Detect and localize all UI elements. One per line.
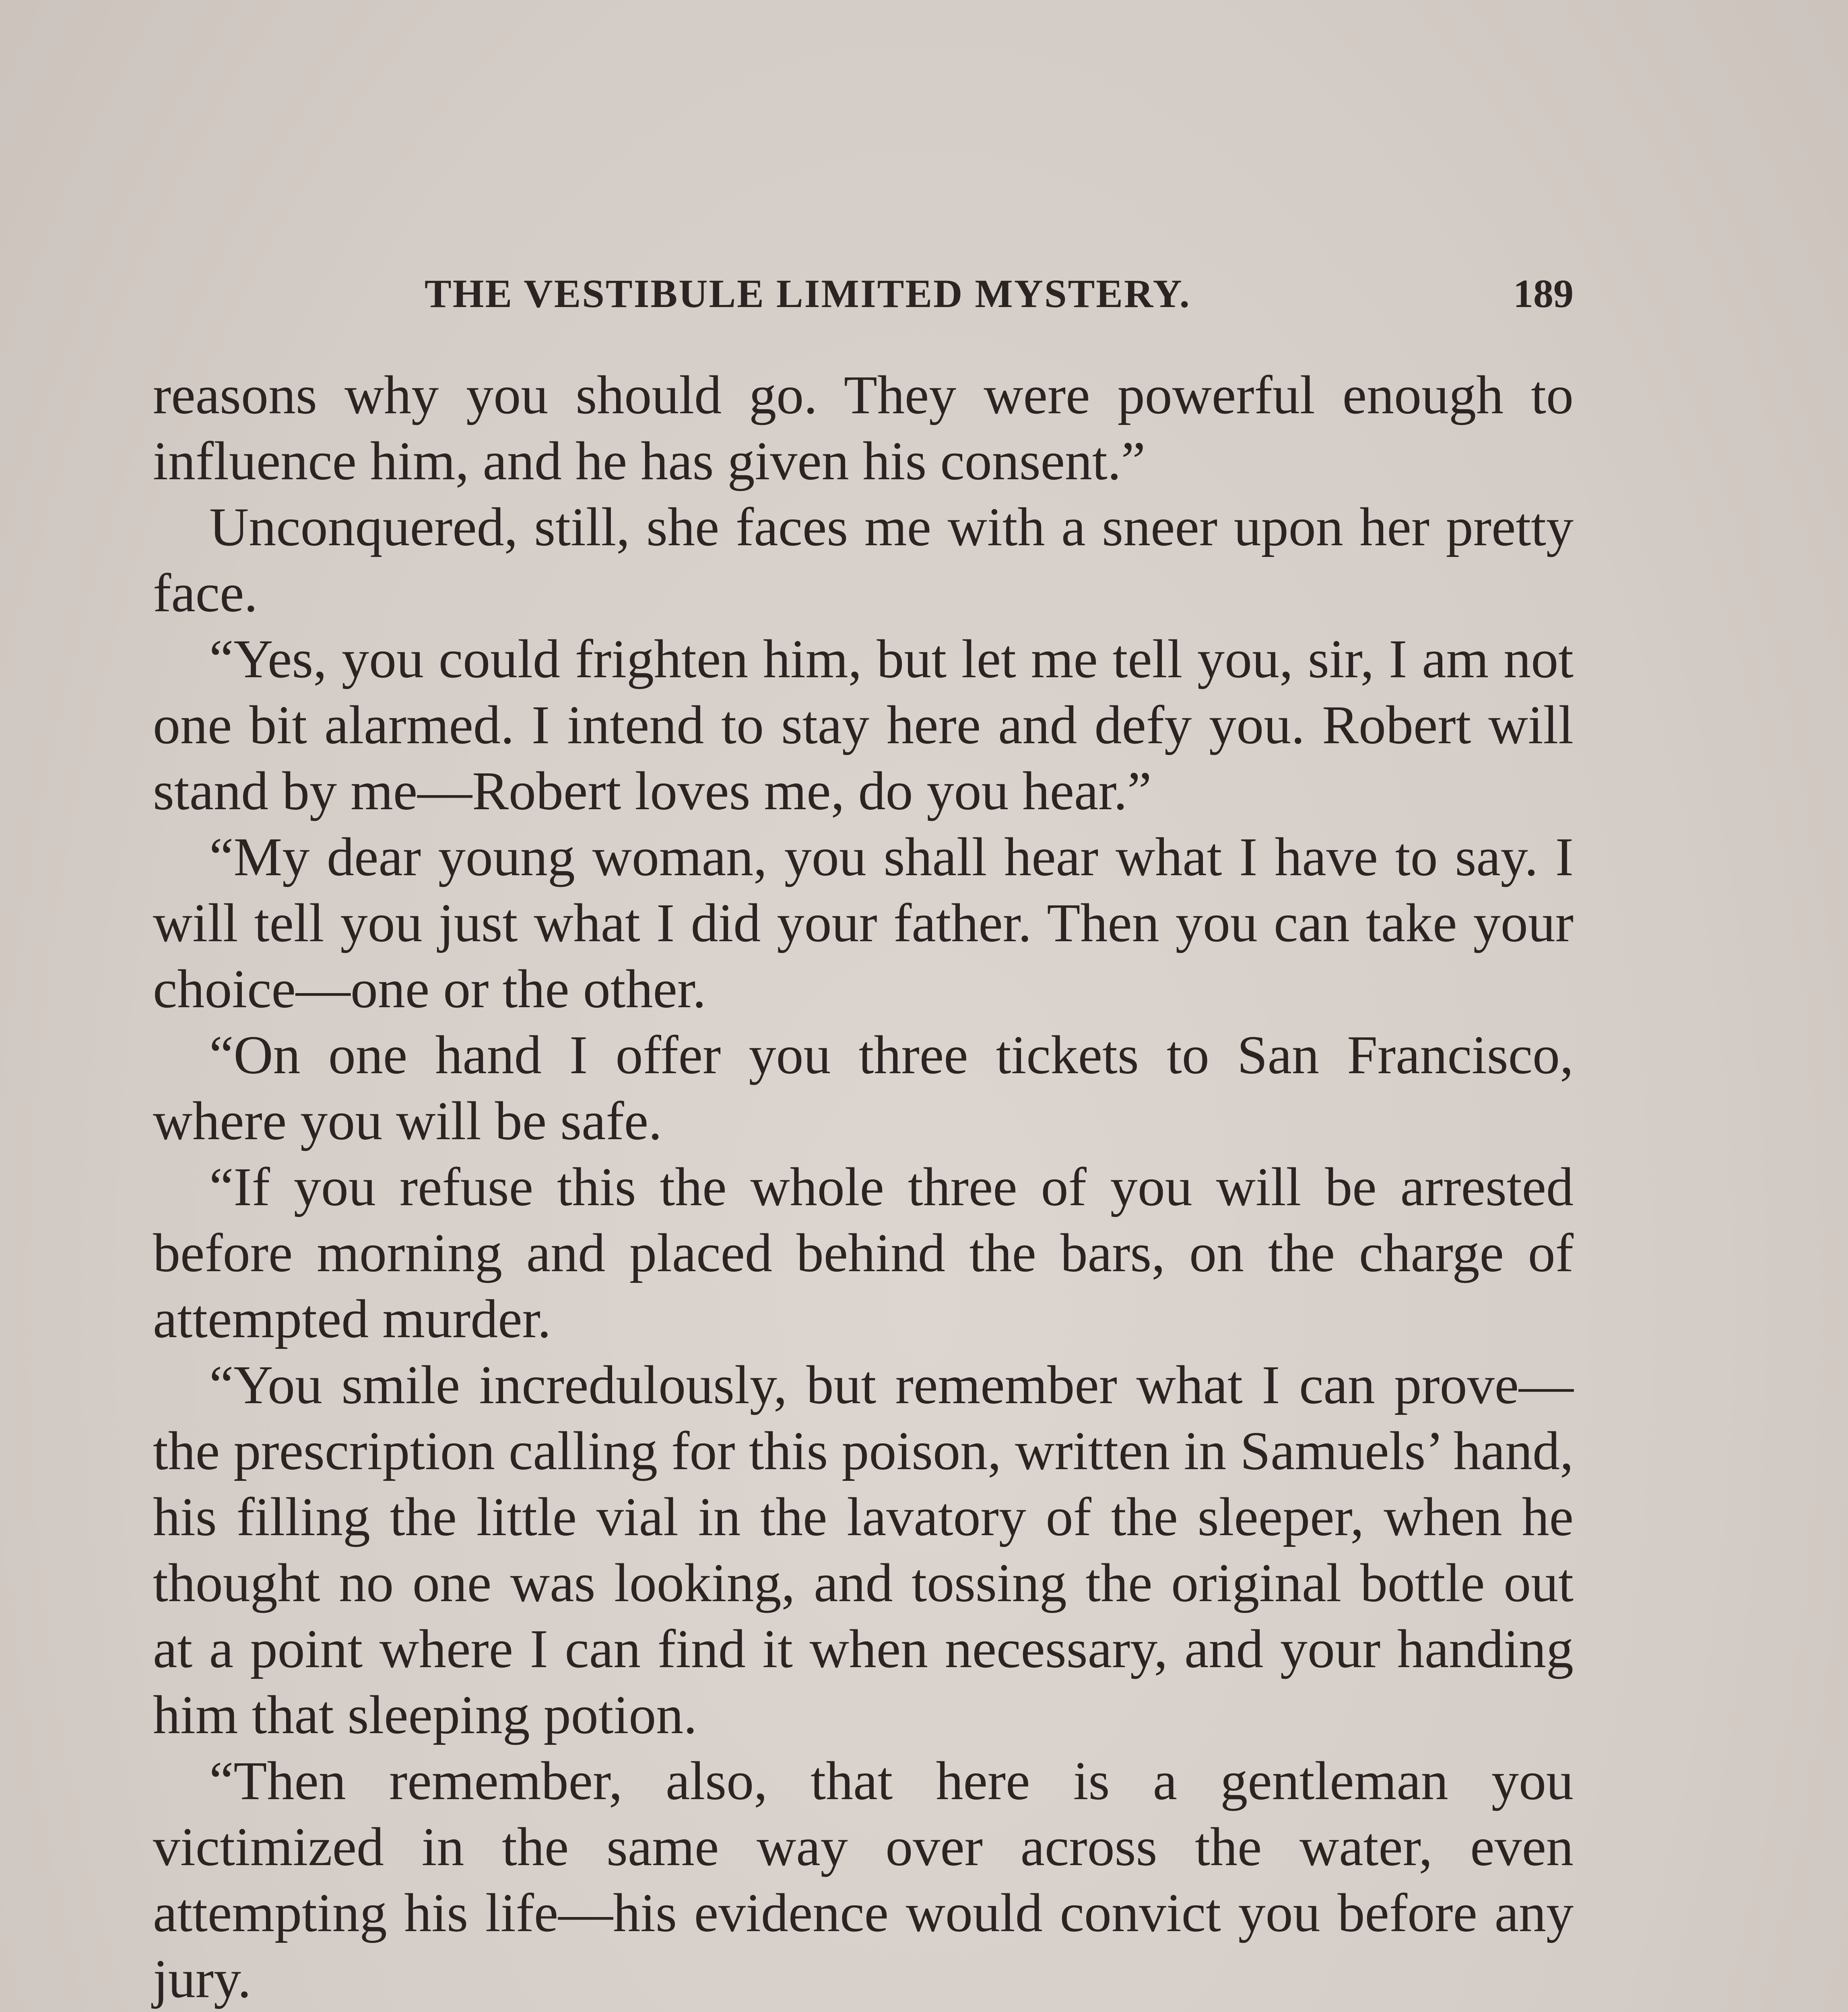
paragraph: Unconquered, still, she faces me with a sneer upon her pretty face. xyxy=(153,497,1574,623)
page-header xyxy=(153,266,1574,322)
paragraph: “If you refuse this the whole three of you will be arrested before morning and placed behind the bars, on the charge of attempted murder. xyxy=(153,1157,1574,1349)
paragraph: “Yes, you could frighten him, but let me tell you, sir, I am not one bit alarmed. I intend to stay here and defy you. Robert will stand by me—Robert loves me, do you hear.” xyxy=(153,629,1574,821)
paragraph: “My dear young woman, you shall hear what I have to say. I will tell you just what I did your father. Then you can take your choice—one or the other. xyxy=(153,827,1574,1019)
page-number: 189 xyxy=(1513,271,1574,316)
paragraph: “You smile incredulously, but remember what I can prove—the prescription calling for this poison, written in Samuels’ hand, his filling the little vial in the lavatory of the sleeper, when he thought no one was looking, and tossing the original bottle out at a point where I can find it when necessary, and your handing him that sleeping potion. xyxy=(153,1355,1574,1745)
paragraph: reasons why you should go. They were powerful enough to influence him, and he has given his consent.” xyxy=(153,365,1574,491)
running-title: THE VESTIBULE LIMITED MYSTERY. xyxy=(425,271,1191,316)
body-text xyxy=(153,362,1574,2012)
paragraph: “On one hand I offer you three tickets to San Francisco, where you will be safe. xyxy=(153,1025,1574,1151)
paragraph: “Then remember, also, that here is a gentleman you victimized in the same way over across the water, even attempting his life—his evidence would convict you before any jury. xyxy=(153,1751,1574,2009)
